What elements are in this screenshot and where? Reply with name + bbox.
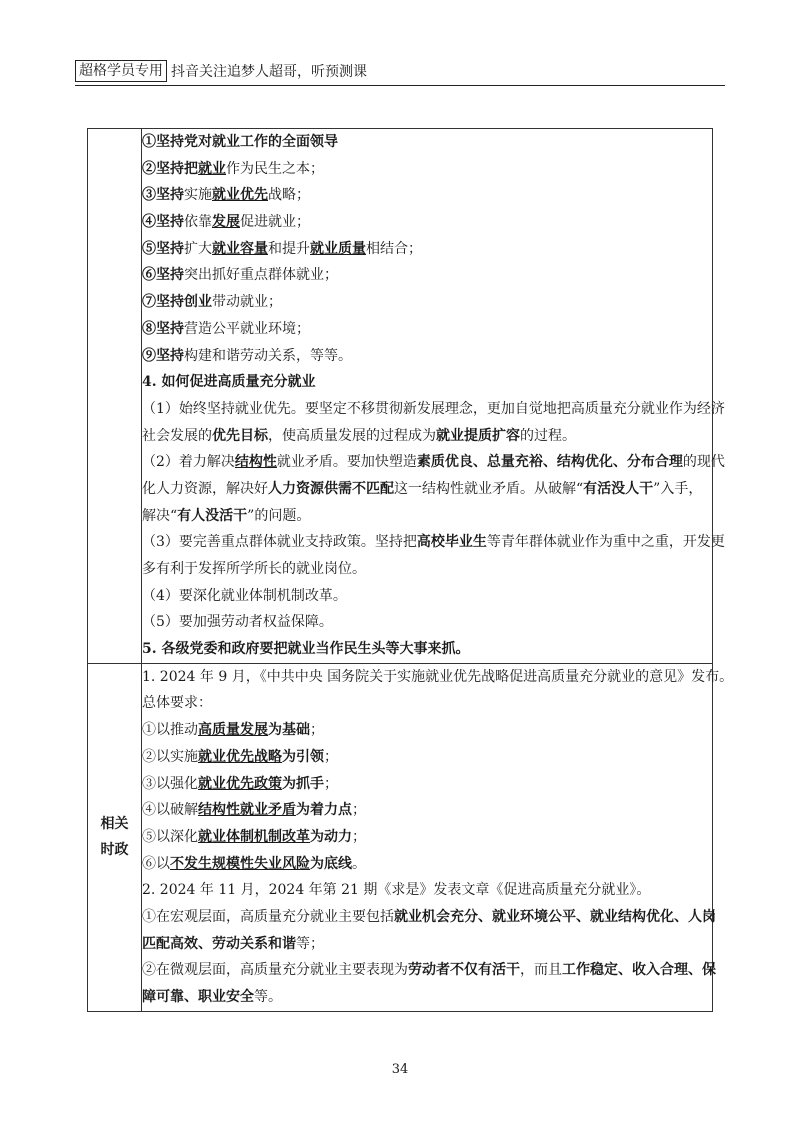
text-segment: ⑨坚持 (142, 347, 184, 364)
text-segment: 战略； (268, 187, 310, 204)
text-segment: 。 (352, 855, 366, 872)
text-segment: ①以推动 (142, 722, 198, 739)
text-segment: ④以破解 (142, 802, 198, 819)
text-segment: 人力资源供需不匹配 (268, 480, 394, 497)
text-segment: ③以强化 (142, 775, 198, 792)
text-segment: 营造公平就业环境； (184, 320, 310, 337)
text-segment: 高质量发展 (198, 722, 268, 739)
text-segment: 高校毕业生 (416, 534, 487, 551)
text-segment: 等； (296, 935, 324, 952)
text-segment: ⑧坚持 (142, 320, 184, 337)
text-segment: 社会发展的 (142, 427, 212, 444)
text-segment: 有活没人干 (583, 480, 654, 497)
header-text: 抖音关注追梦人超哥，听预测课 (171, 64, 367, 80)
table-row (88, 129, 713, 664)
row-label-text: 时政 (100, 842, 129, 859)
text-segment: 素质优良、总量充裕、结构优化、分布合理 (416, 454, 683, 471)
text-segment: 就业矛盾。要加快塑造 (276, 454, 417, 471)
text-segment: 这一结构性就业矛盾。从破解“ (394, 480, 584, 497)
text-segment: 依靠 (184, 214, 212, 231)
text-segment: （3）要完善重点群体就业支持政策。坚持把 (142, 534, 417, 551)
text-segment: 有人没活干 (177, 507, 248, 524)
text-segment: 结构性就业矛盾 (198, 802, 296, 819)
text-segment: ②在微观层面，高质量充分就业主要表现为 (142, 962, 408, 979)
text-line (142, 156, 712, 183)
text-segment: 作为民生之本； (226, 160, 324, 177)
text-segment: ②以实施 (142, 748, 198, 765)
text-line (142, 449, 725, 476)
text-segment: （1）始终坚持就业优先。要坚定不移贯彻新发展理念，更加自觉地把高质量充分就业作为经济 (142, 400, 725, 417)
text-segment: 当作民生头等大事来抓。 (315, 641, 470, 658)
page-header (75, 60, 367, 82)
text-line (142, 209, 712, 236)
text-segment: 发展 (212, 214, 240, 231)
text-segment: ； (324, 775, 338, 792)
text-segment: 就业提质扩容 (436, 427, 520, 444)
text-line (142, 824, 712, 851)
text-line (142, 851, 712, 878)
text-line (142, 931, 712, 958)
text-segment: 结构性 (234, 454, 277, 471)
text-line (142, 609, 712, 636)
text-segment: 实施 (184, 187, 212, 204)
text-segment: 不发生规模性失业风险 (170, 855, 310, 872)
text-line (142, 744, 712, 771)
row-label-cell (88, 129, 142, 664)
text-segment: 就业容量 (212, 240, 268, 257)
text-segment: （2）着力解决 (142, 454, 235, 471)
text-segment: 1. 2024 年 9 月，《中共中央 国务院关于实施就业优先战略促进高质量充分就业的意见》发布。 (142, 668, 734, 685)
text-line (142, 343, 712, 370)
text-line (142, 316, 712, 343)
text-line (142, 289, 712, 316)
text-line (142, 423, 712, 450)
text-segment: 的现代 (682, 454, 725, 471)
text-segment: ”的问题。 (247, 507, 311, 524)
text-segment: ； (352, 802, 366, 819)
text-segment: 化人力资源，解决好 (142, 480, 268, 497)
text-segment: 突出抓好重点群体就业； (184, 267, 338, 284)
text-segment: 相结合； (366, 240, 422, 257)
text-segment: 扩大 (184, 240, 212, 257)
text-line (142, 690, 712, 717)
text-segment: ⑤坚持 (142, 240, 184, 257)
text-segment: 解决“ (142, 507, 178, 524)
text-segment: 5. 各级党委和政府要把 (142, 641, 288, 658)
text-line (142, 556, 712, 583)
text-segment: 就业优先战略 (198, 748, 282, 765)
text-segment: 促进就业； (240, 214, 310, 231)
text-segment: 就业体制机制改革 (198, 828, 310, 845)
text-segment: 为引领 (282, 748, 324, 765)
text-line (142, 984, 712, 1011)
text-line (142, 583, 712, 610)
row-content-cell (142, 129, 725, 664)
text-segment: 工作稳定、收入合理、保 (562, 962, 716, 979)
text-segment: 为底线 (310, 855, 352, 872)
text-line (142, 182, 712, 209)
text-line (142, 262, 712, 289)
text-line (142, 236, 712, 263)
text-segment: ③坚持 (142, 187, 184, 204)
text-segment: （4）要深化就业体制机制改革。 (142, 587, 347, 604)
text-segment: 2. 2024 年 11 月，2024 年第 21 期《求是》发表文章《促进高质量充分就业》。 (142, 882, 651, 899)
row-content-cell (142, 663, 734, 1011)
text-segment: ④坚持 (142, 214, 184, 231)
text-segment: 为基础 (268, 722, 310, 739)
text-line (142, 664, 734, 691)
text-segment: 就业 (198, 160, 226, 177)
text-segment: ，而且 (520, 962, 562, 979)
text-segment: ”入手， (653, 480, 703, 497)
text-line (142, 904, 716, 931)
text-segment: 带动就业； (212, 294, 282, 311)
header-rule (75, 85, 725, 86)
text-segment: ⑥坚持 (142, 267, 184, 284)
text-segment: 就业优先 (212, 187, 268, 204)
text-line (142, 717, 712, 744)
text-segment: 劳动者不仅有活干 (408, 962, 520, 979)
page-number: 34 (391, 1062, 409, 1077)
text-segment: 总体要求： (142, 695, 212, 712)
row-label-cell (88, 663, 142, 1011)
text-line (142, 529, 725, 556)
text-segment: 障可靠、职业安全 (142, 989, 254, 1005)
content-table (87, 128, 734, 1012)
text-line (142, 957, 716, 984)
text-line (142, 503, 712, 530)
text-segment: 就业质量 (310, 240, 366, 257)
row-label-text: 相关 (100, 816, 129, 833)
table-row (88, 663, 713, 1011)
header-badge: 超格学员专用 (75, 60, 167, 82)
text-line (142, 369, 712, 396)
text-line (142, 396, 725, 423)
text-segment: 的过程。 (520, 427, 576, 444)
text-line (142, 771, 712, 798)
text-segment: ； (310, 722, 324, 739)
text-segment: 4. 如何促进高质量充分就业 (142, 374, 316, 391)
text-segment: 为动力 (310, 828, 352, 845)
text-segment: ； (352, 828, 366, 845)
text-segment: ②坚持把 (142, 160, 198, 177)
text-segment: ⑥以 (142, 855, 170, 872)
text-segment: ①坚持党对就业工作的全面领导 (142, 134, 338, 150)
text-segment: 构建和谐劳动关系，等等。 (184, 347, 352, 364)
text-segment: ； (324, 748, 338, 765)
text-segment: 为着力点 (296, 802, 352, 819)
text-line (142, 636, 712, 663)
text-segment: ⑤以深化 (142, 828, 198, 845)
text-segment: 等。 (254, 989, 282, 1005)
text-segment: 创业 (184, 294, 212, 311)
text-segment: 就业优先政策 (198, 775, 282, 792)
text-segment: ①在宏观层面，高质量充分就业主要包括 (142, 908, 394, 925)
text-segment: （5）要加强劳动者权益保障。 (142, 614, 333, 631)
text-line (142, 797, 712, 824)
text-line (142, 129, 712, 156)
text-segment: 就业 (287, 641, 316, 658)
text-segment: ，使高质量发展的过程成为 (268, 427, 436, 444)
text-segment: 为抓手 (282, 775, 324, 792)
text-segment: 多有利于发挥所学所长的就业岗位。 (142, 561, 366, 577)
text-line (142, 476, 712, 503)
text-segment: 优先目标 (212, 427, 268, 444)
text-segment: 就业机会充分、就业环境公平、就业结构优化、人岗 (394, 908, 716, 925)
text-segment: 和提升 (268, 240, 310, 257)
text-segment: 等青年群体就业作为重中之重，开发更 (486, 534, 725, 551)
text-line (142, 877, 712, 904)
text-segment: ⑦坚持 (142, 294, 184, 311)
text-segment: 匹配高效、劳动关系和谐 (142, 935, 296, 952)
